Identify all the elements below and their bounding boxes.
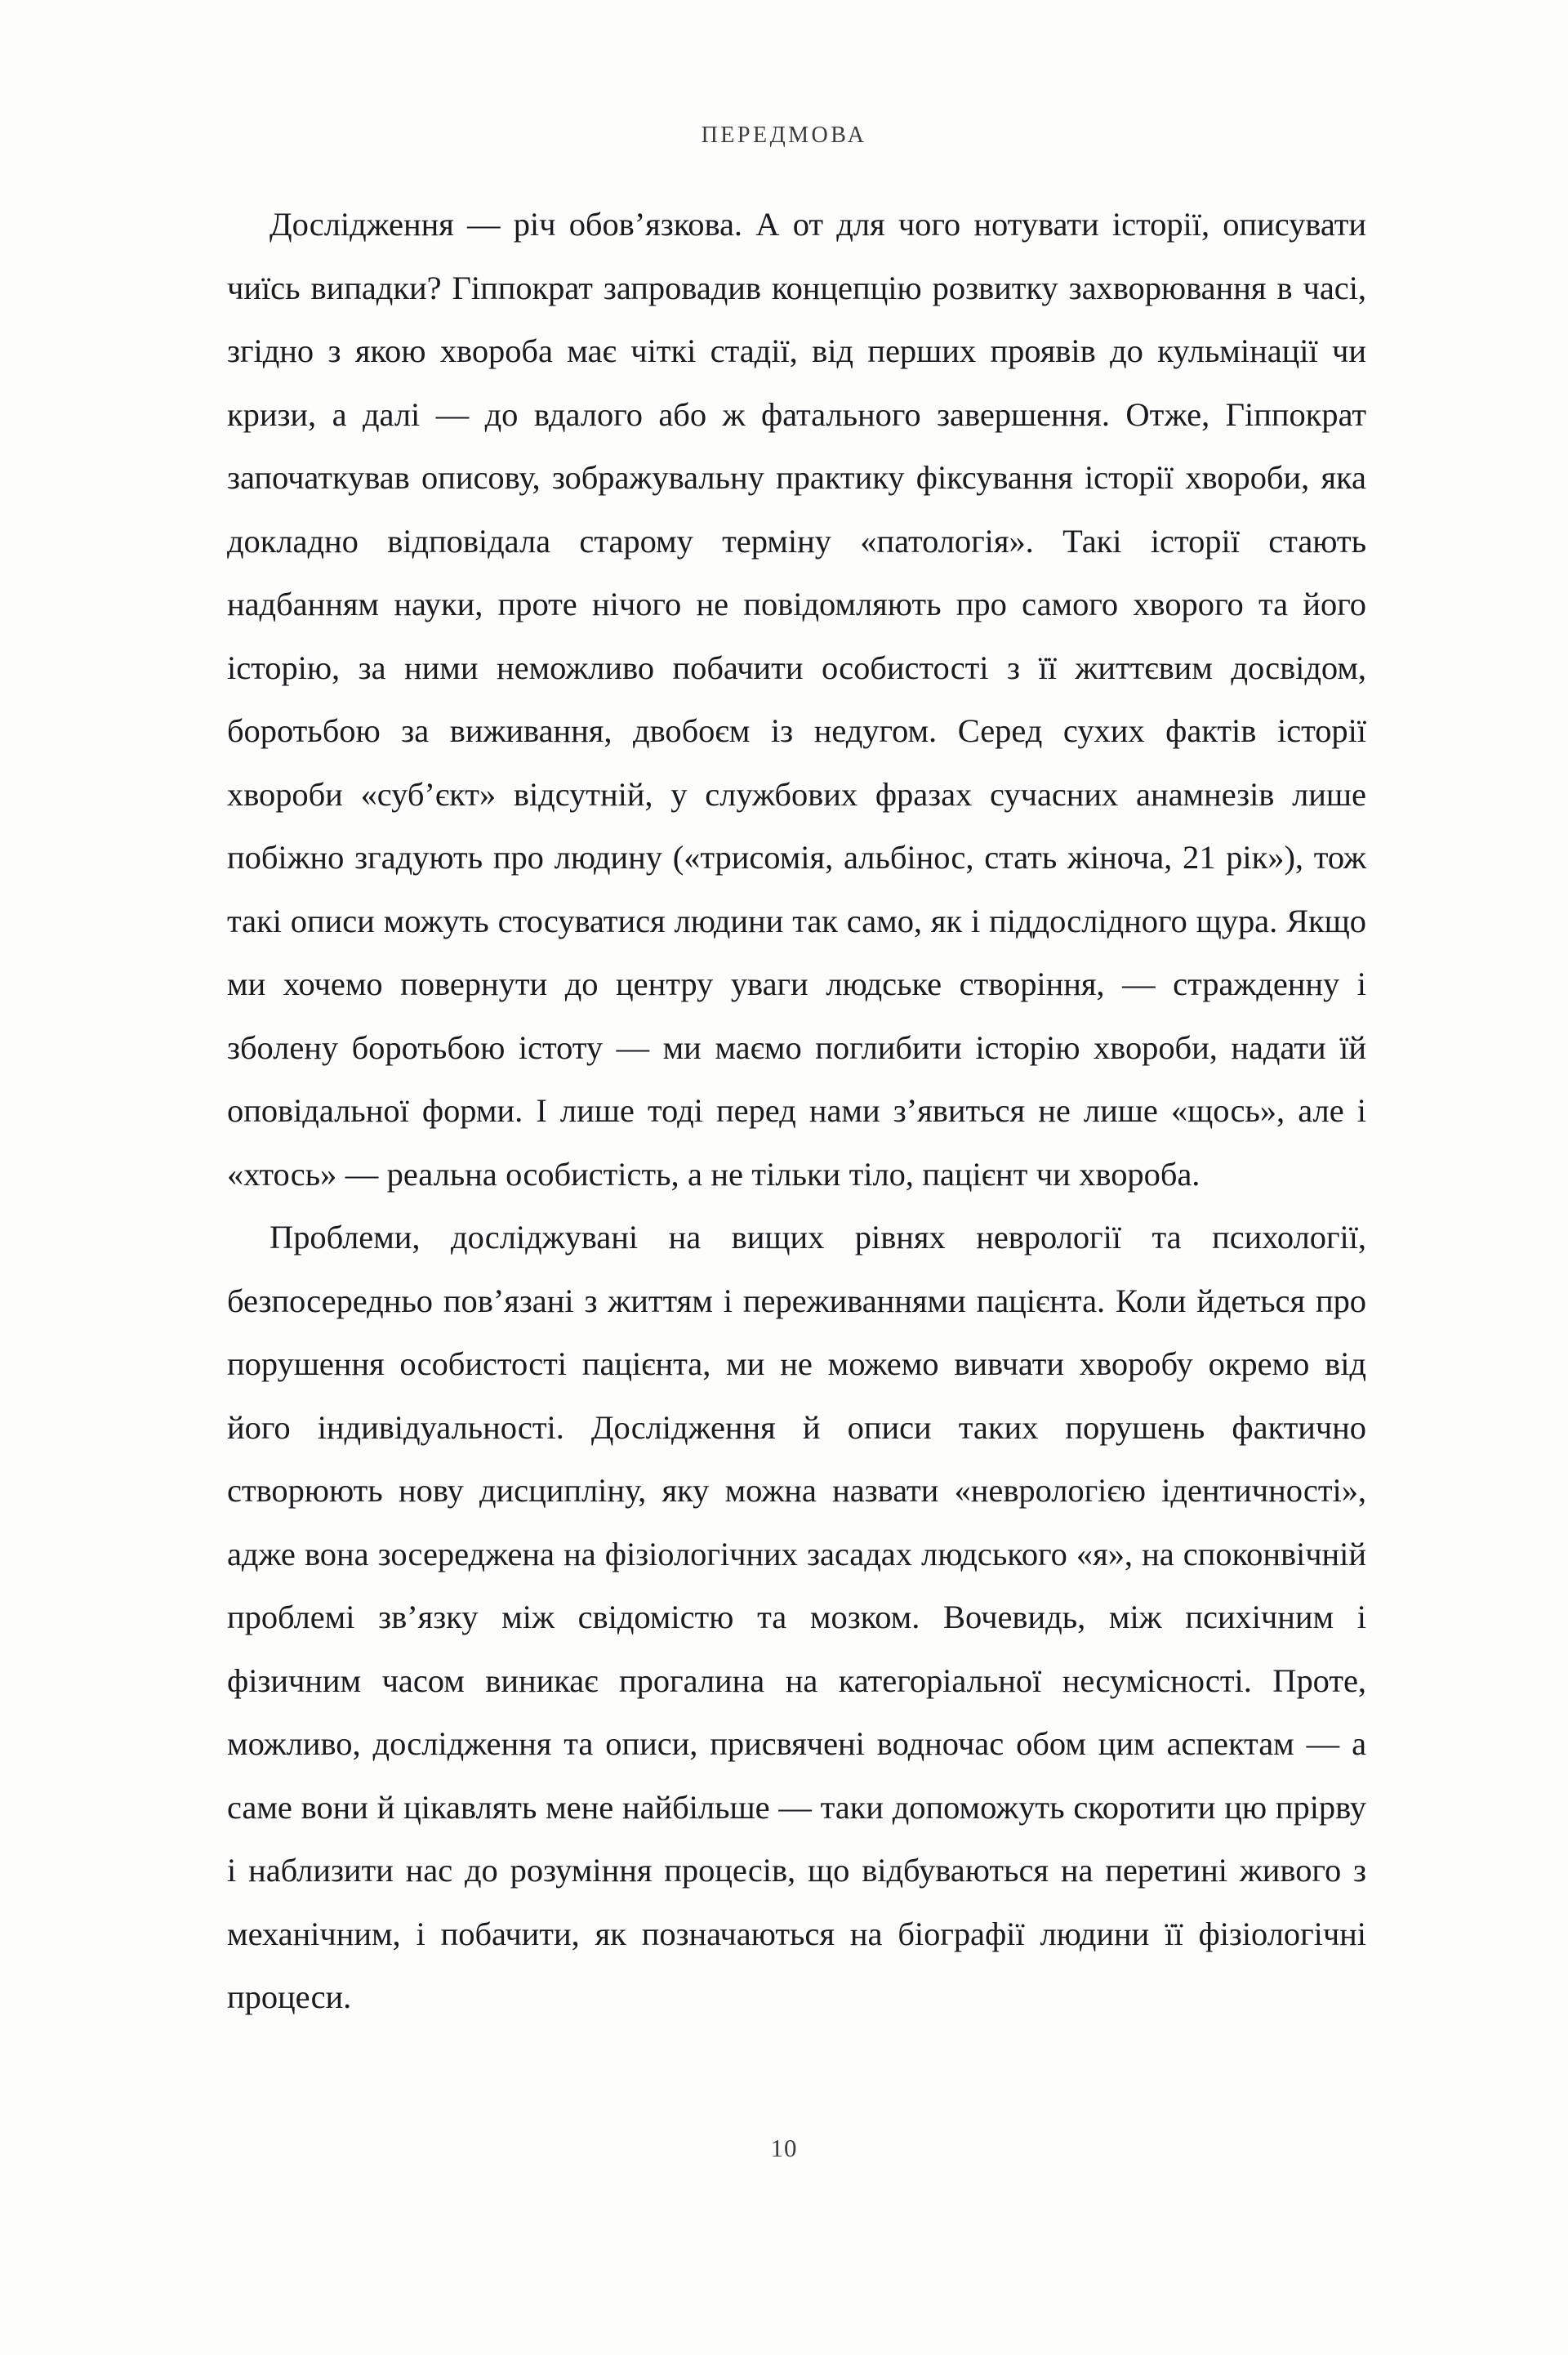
body-text-column [227, 193, 1366, 2029]
page-number: 10 [770, 2134, 798, 2162]
paragraph-1 [227, 193, 1366, 1206]
paragraph-2 [227, 1206, 1366, 2029]
paragraph-2-text: Проблеми, досліджувані на вищих рівнях неврології та психології, безпосередньо пов’язані з життям і переживаннями пацієнта. Коли йдеться про порушення особистості пацієнта, ми не можемо вивчати хворобу окремо від його індивідуальності. Дослідження й описи таких порушень фактично створюють нову дисципліну, яку можна назвати «неврологією ідентичності», адже вона зосереджена на фізіологічних засадах людського «я», на споконвічній проблемі зв’язку між свідомістю та мозком. Вочевидь, між психічним і фізичним часом виникає прогалина на категоріальної несумісності. Проте, можливо, дослідження та описи, присвячені водночас обом цим аспектам — а саме вони й цікавлять мене найбільше — таки допоможуть скоротити цю прірву і наблизити нас до розуміння процесів, що відбуваються на перетині живого з механічним, і побачити, як позначаються на біографії людини її фізіологічні процеси. [227, 1219, 1366, 2015]
running-head: ПЕРЕДМОВА [701, 123, 867, 148]
paragraph-1-text: Дослідження — річ обов’язкова. А от для чого нотувати історії, описувати чиїсь випадки? Гіппократ запровадив концепцію розвитку захворювання в часі, згідно з якою хвороба має чіткі стадії, від перших проявів до кульмінації чи кризи, а далі — до вдалого або ж фатального завершення. Отже, Гіппократ започаткував описову, зображувальну практику фіксування історії хвороби, яка докладно відповідала старому терміну «патологія». Такі історії стають надбанням науки, проте нічого не повідомляють про самого хворого та його історію, за ними неможливо побачити особистості з її життєвим досвідом, боротьбою за виживання, двобоєм із недугом. Серед сухих фактів історії хвороби «суб’єкт» відсутній, у службових фразах сучасних анамнезів лише побіжно згадують про людину («трисомія, альбінос, стать жіноча, 21 рік»), тож такі описи можуть стосуватися людини так само, як і піддослідного щура. Якщо ми хочемо повернути до центру уваги людське створіння, — стражденну і зболену боротьбою істоту — ми маємо поглибити історію хвороби, надати їй оповідальної форми. І лише тоді перед нами з’явиться не лише «щось», але і «хтось» — реальна особистість, а не тільки тіло, пацієнт чи хвороба. [227, 206, 1366, 1193]
